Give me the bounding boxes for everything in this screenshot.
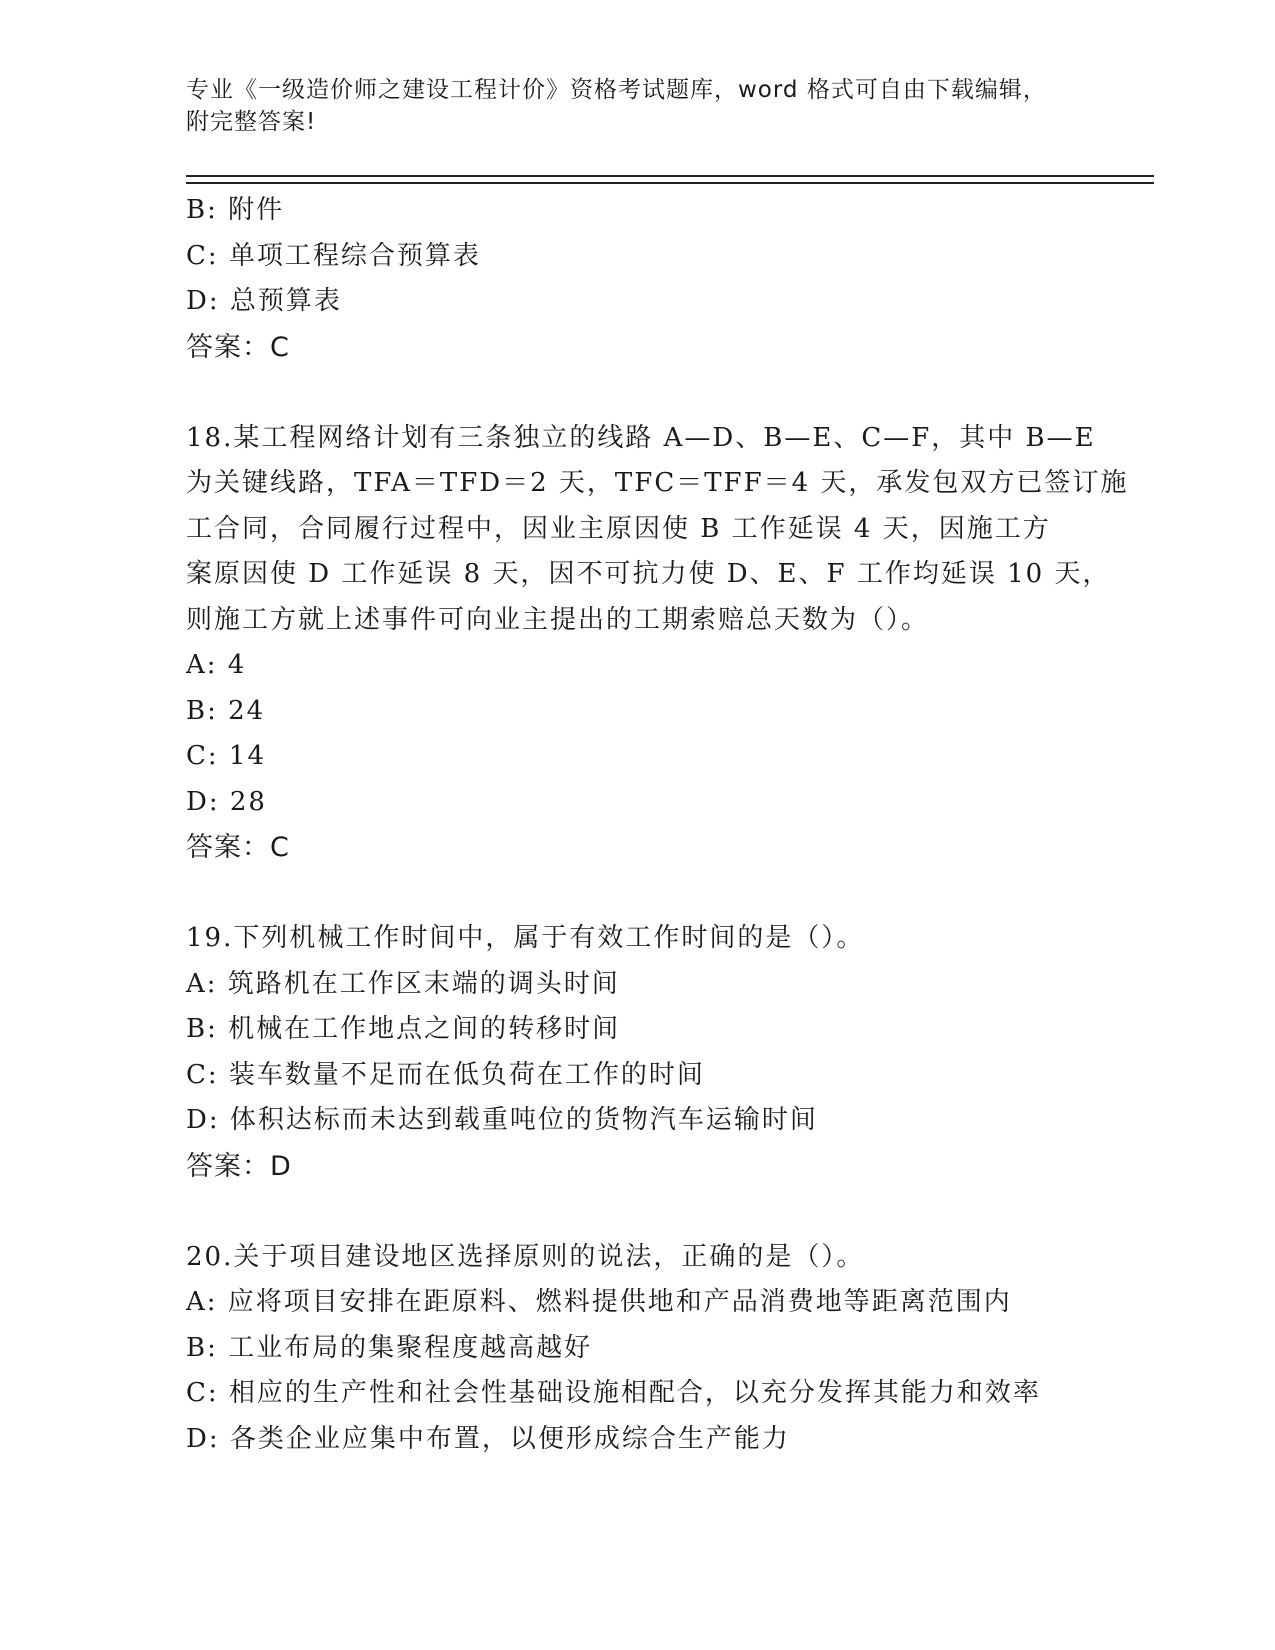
option-c: C: 相应的生产性和社会性基础设施相配合，以充分发挥其能力和效率 xyxy=(186,1378,1041,1408)
question-stem: 20.关于项目建设地区选择原则的说法，正确的是（）。 xyxy=(186,1241,865,1272)
option-d: D: 28 xyxy=(186,786,267,817)
spacer xyxy=(186,370,1086,416)
option-c: C: 装车数量不足而在低负荷在工作的时间 xyxy=(186,1059,705,1090)
option-d: D: 体积达标而未达到载重吨位的货物汽车运输时间 xyxy=(186,1105,818,1135)
option-a: A: 应将项目安排在距原料、燃料提供地和产品消费地等距离范围内 xyxy=(186,1287,1012,1317)
question-18 xyxy=(186,416,1129,871)
option-d: D: 总预算表 xyxy=(186,286,342,316)
question-stem-line: 为关键线路，TFA＝TFD＝2 天，TFC＝TFF＝4 天，承发包双方已签订施 xyxy=(186,468,1129,498)
question-stem-line: 案原因使 D 工作延误 8 天，因不可抗力使 D、E、F 工作均延误 10 天， xyxy=(186,559,1111,589)
question-20 xyxy=(186,1235,1086,1463)
header-line-1: 专业《一级造价师之建设工程计价》资格考试题库，word 格式可自由下载编辑， xyxy=(186,77,1047,103)
question-stem-line: 工合同，合同履行过程中，因业主原因使 B 工作延误 4 天，因施工方 xyxy=(186,513,1051,544)
question-stem-line: 18.某工程网络计划有三条独立的线路 A—D、B—E、C—F，其中 B—E xyxy=(186,422,1096,453)
question-stem-line: 则施工方就上述事件可向业主提出的工期索赔总天数为（）。 xyxy=(186,604,930,635)
question-19 xyxy=(186,916,1086,1189)
option-a: A: 筑路机在工作区末端的调头时间 xyxy=(186,968,620,999)
option-b: B: 工业布局的集聚程度越高越好 xyxy=(186,1332,593,1363)
spacer xyxy=(186,1189,1086,1235)
question-stem: 19.下列机械工作时间中，属于有效工作时间的是（）。 xyxy=(186,923,865,953)
spacer xyxy=(186,871,1086,917)
option-c: C: 14 xyxy=(186,741,267,771)
question-list xyxy=(186,188,1129,1462)
question-17 xyxy=(186,188,1086,370)
option-c: C: 单项工程综合预算表 xyxy=(186,240,481,271)
header-line-2: 附完整答案! xyxy=(186,109,317,135)
answer: 答案：C xyxy=(186,832,290,863)
header-divider-top xyxy=(186,175,1154,177)
option-d: D: 各类企业应集中布置，以便形成综合生产能力 xyxy=(186,1423,790,1454)
answer: 答案：C xyxy=(186,331,290,363)
option-a: A: 4 xyxy=(186,650,247,680)
answer: 答案：D xyxy=(186,1150,292,1182)
header-divider-bottom xyxy=(186,182,1154,184)
option-b: B: 24 xyxy=(186,695,266,726)
option-b: B: 机械在工作地点之间的转移时间 xyxy=(186,1014,621,1044)
option-b: B: 附件 xyxy=(186,195,285,225)
document-header xyxy=(186,74,1086,138)
